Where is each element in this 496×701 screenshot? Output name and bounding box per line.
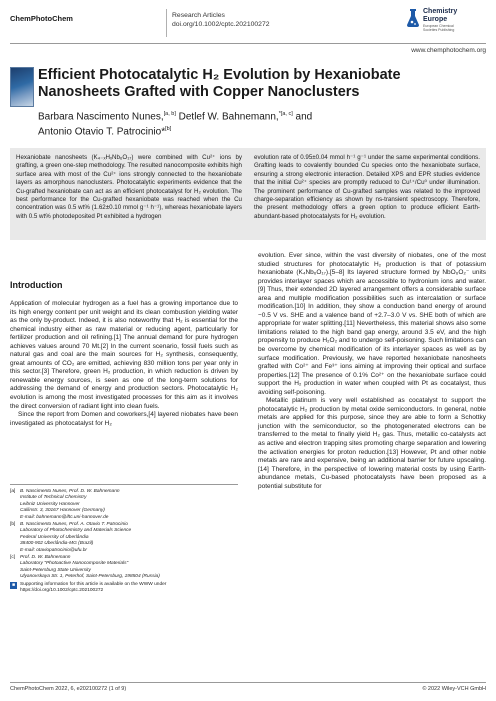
- body-paragraph: evolution. Ever since, within the vast diversity of niobates, one of the most studied structures for photocatalytic H₂ production is that of potassium hexaniobate (K₄Nb₆O₁₇).[5–8] Its layered structure formed by NbO₆O₂⁻ units provides interlayer spaces which are accessible to hydronium ions and water.[9] Thus, their extended 2D layered arrangement offers a considerable surface area and multiple modification possibilities such as intercalation or surface modification.[10] In addition, they show a conduction band energy of around −0.5 V vs. SHE and a valence band of +2.7–3.0 V vs. SHE both of which are appropriate for water splitting.[11] Nevertheless, this material shows also some limitations related to the high band gap energy, around 3.5 eV, and the high propensity to produce H₂O₂ and to undergo self-poisoning. Such limitations can be overcome by chemical modification of its interlayer spaces as well as by surface modification. Previously, we have reported hexaniobate nanosheets grafted with Co²⁺ and Fe³⁺ ions aiming at improving their optical and surface properties.[12] The presence of 0.1% Co²⁺ on the hexaniobate surface could support the H₂ production in water when coupled with Pt as cocatalyst, thus avoiding self-poisoning.: [258, 252, 486, 396]
- section-heading-introduction: Introduction: [10, 280, 63, 290]
- article-title: Efficient Photocatalytic H₂ Evolution by Hexaniobate Nanosheets Grafted with Copper Nanoclusters: [38, 67, 401, 100]
- header-divider: [10, 43, 486, 44]
- affiliation-email[interactable]: E-mail: otaviopatrocinio@ufu.br: [20, 547, 87, 553]
- affiliation-label: [a]: [10, 489, 16, 494]
- abstract-text: Hexaniobate nanosheets (K₄₋ₓHₓNb₆O₁₇) were combined with Cu²⁺ ions by grafting, a green one-step methodology. The resulted nanocomposite exhibits high surface area with most of the Cu²⁺ ions strongly connected to the hexaniobate layers as amorphous nanoclusters. Photocatalytic experiments evidence that the Cu-grafted hexaniobate can act as an efficient photocatalyst for H₂ evolution. The best performance for the Cu-grafted hexaniobate was reached when the Cu concentration was 0.5 wt% (1.62±0.10 mmol g⁻¹ h⁻¹), whereas hexaniobate layers with 0.5 wt% photodeposited Pt exhibited a hydrogen: [16, 154, 242, 220]
- author-name: Barbara Nascimento Nunes,: [38, 111, 164, 123]
- author-affiliation-mark: *[a, c]: [278, 111, 293, 117]
- body-paragraph: Metallic platinum is very well established as cocatalyst to support the photocatalytic H₂ production by metal oxide semiconductors. In general, noble metals are applied for this purpose, since they are able to form a Schottky junction with the semiconductor, so the photogenerated electrons can be transferred to the metal to finally yield H₂ gas. Thus, metallic co-catalysts act as active and electron trapping sites promoting charge separation and lowering the activation energies for proton reduction.[13] However, Pt and other noble metals are rare and expensive, being an additional barrier for future upscaling.[14] Therefore, in the perspective of lowering material costs by using Earth-abundance metals, Cu-based photocatalysts have been proposed as a potential substitute for: [258, 397, 486, 490]
- publisher-tagline-line2: Societies Publishing: [423, 28, 455, 32]
- author-list: [38, 108, 478, 139]
- affiliations-block: [10, 489, 238, 595]
- supporting-info-icon: ■: [11, 581, 16, 588]
- publisher-tagline-line1: European Chemical: [423, 24, 454, 28]
- supporting-info-text[interactable]: Supporting information for this article is available on the WWW under https://doi.org/10.1002/cptc.202100272: [20, 581, 167, 594]
- author-affiliation-mark: [b]: [165, 126, 172, 133]
- article-section: Research Articles: [172, 12, 225, 19]
- author-name: Detlef W. Bahnemann,: [178, 111, 279, 123]
- body-left-column: [10, 300, 238, 428]
- abstract-box: [10, 148, 486, 240]
- body-paragraph: Since the report from Domen and coworkers,[4] layered niobates have been investigated as photocatalyst for H₂: [10, 411, 238, 427]
- affiliation-line: Leibniz University Hannover: [20, 501, 80, 507]
- affiliation-line: Saint-Petersburg State University: [20, 567, 91, 573]
- author-affiliation-mark: [a, b]: [163, 111, 176, 117]
- affiliation-entry: [10, 522, 238, 554]
- affiliation-line: Laboratory of Photochemistry and Materials Science: [20, 528, 132, 534]
- affiliation-label: [b]: [10, 522, 16, 528]
- body-right-column: [258, 252, 486, 491]
- abstract-right-column: [254, 154, 480, 221]
- chemistry-europe-logo-icon: [406, 8, 420, 28]
- footer-citation: ChemPhotoChem 2022, 6, e202100272 (1 of 9): [10, 686, 127, 692]
- affiliation-line: Federal University of Uberlândia: [20, 534, 89, 540]
- affiliation-label: [c]: [10, 555, 16, 561]
- affiliation-divider: [10, 484, 238, 485]
- body-paragraph: Application of molecular hydrogen as a fuel has a growing importance due to its high energy content per unit weight and its clean combustion yielding water as the only by-product. Indeed, it is also noteworthy that H₂ is essential for the chemical industry either as raw material or reducing agent, particularly for fertilizer production and oil refining.[1] The annual demand for pure hydrogen achieves values around 70 Mt.[2] In the current scenario, fossil fuels such as natural gas and coal are the main sources for H₂ synthesis, consequently, great amounts of CO₂ are emitted, achieving 830 million tons per year only in this sector.[3] Therefore, green H₂ production, in which reduction is driven by renewable energy sources, is seen as one of the long-term solutions for addressing the demand of energy and production sectors. Photocatalytic H₂ evolution is among the most investigated processes for this aim as it involves the direct conversion of radiant light into clean fuels.: [10, 300, 238, 410]
- affiliation-line: B. Nascimento Nunes, Prof. D. W. Bahnemann: [20, 489, 120, 494]
- author-separator: and: [292, 111, 313, 123]
- abstract-text: evolution rate of 0.95±0.04 mmol h⁻¹ g⁻¹ under the same experimental conditions. Grafting leads to covalently bounded Cu species onto the hexaniobate surface, ensuring a strong electronic interaction. Detailed XPS and EPR studies evidence that the initial Cu²⁺ species are promptly reduced to Cu¹⁺/Cu⁰ under illumination. The prominent performance of Cu-grafted samples was related to the improved charge-separation efficiency as shown by ns-transient spectroscopy. Therefore, the present methodology offers a green option to produce efficient Earth-abundant-based photocatalysts for H₂ evolution.: [254, 154, 480, 220]
- affiliation-line: Laboratory "Photoactive Nanocomposite Materials": [20, 561, 129, 567]
- publisher-name-line1: Chemistry: [423, 8, 458, 15]
- author-name: Antonio Otavio T. Patrocinio*: [38, 126, 166, 138]
- affiliation-line: 38400-902 Uberlândia-MG (Brazil): [20, 541, 94, 547]
- journal-cover-thumbnail: [10, 67, 34, 107]
- header-separator: [166, 9, 167, 37]
- affiliation-entry: [10, 555, 238, 581]
- publisher-name-line2: Europe: [423, 16, 448, 23]
- affiliation-line: B. Nascimento Nunes, Prof. A. Otavio T. Patrocinio: [20, 522, 128, 528]
- affiliation-line: Ulyanovskaya Str. 1, Peterhof, Saint-Petersburg, 198504 (Russia): [20, 574, 160, 580]
- supporting-info-note: [10, 582, 238, 595]
- footer-copyright: © 2022 Wiley-VCH GmbH: [422, 686, 486, 692]
- doi-link[interactable]: doi.org/10.1002/cptc.202100272: [172, 21, 270, 28]
- affiliation-email[interactable]: E-mail: bahnemann@iftc.uni-hannover.de: [20, 514, 109, 520]
- footer-divider: [10, 682, 486, 683]
- affiliation-entry: [10, 489, 238, 521]
- affiliation-line: Institute of Technical Chemistry: [20, 495, 87, 501]
- abstract-left-column: [16, 154, 242, 221]
- affiliation-line: Prof. D. W. Bahnemann: [20, 555, 71, 561]
- affiliation-line: Callinstr. 3, 30167 Hannover (Germany): [20, 508, 105, 514]
- journal-name: ChemPhotoChem: [10, 14, 73, 23]
- journal-website[interactable]: www.chemphotochem.org: [411, 47, 486, 54]
